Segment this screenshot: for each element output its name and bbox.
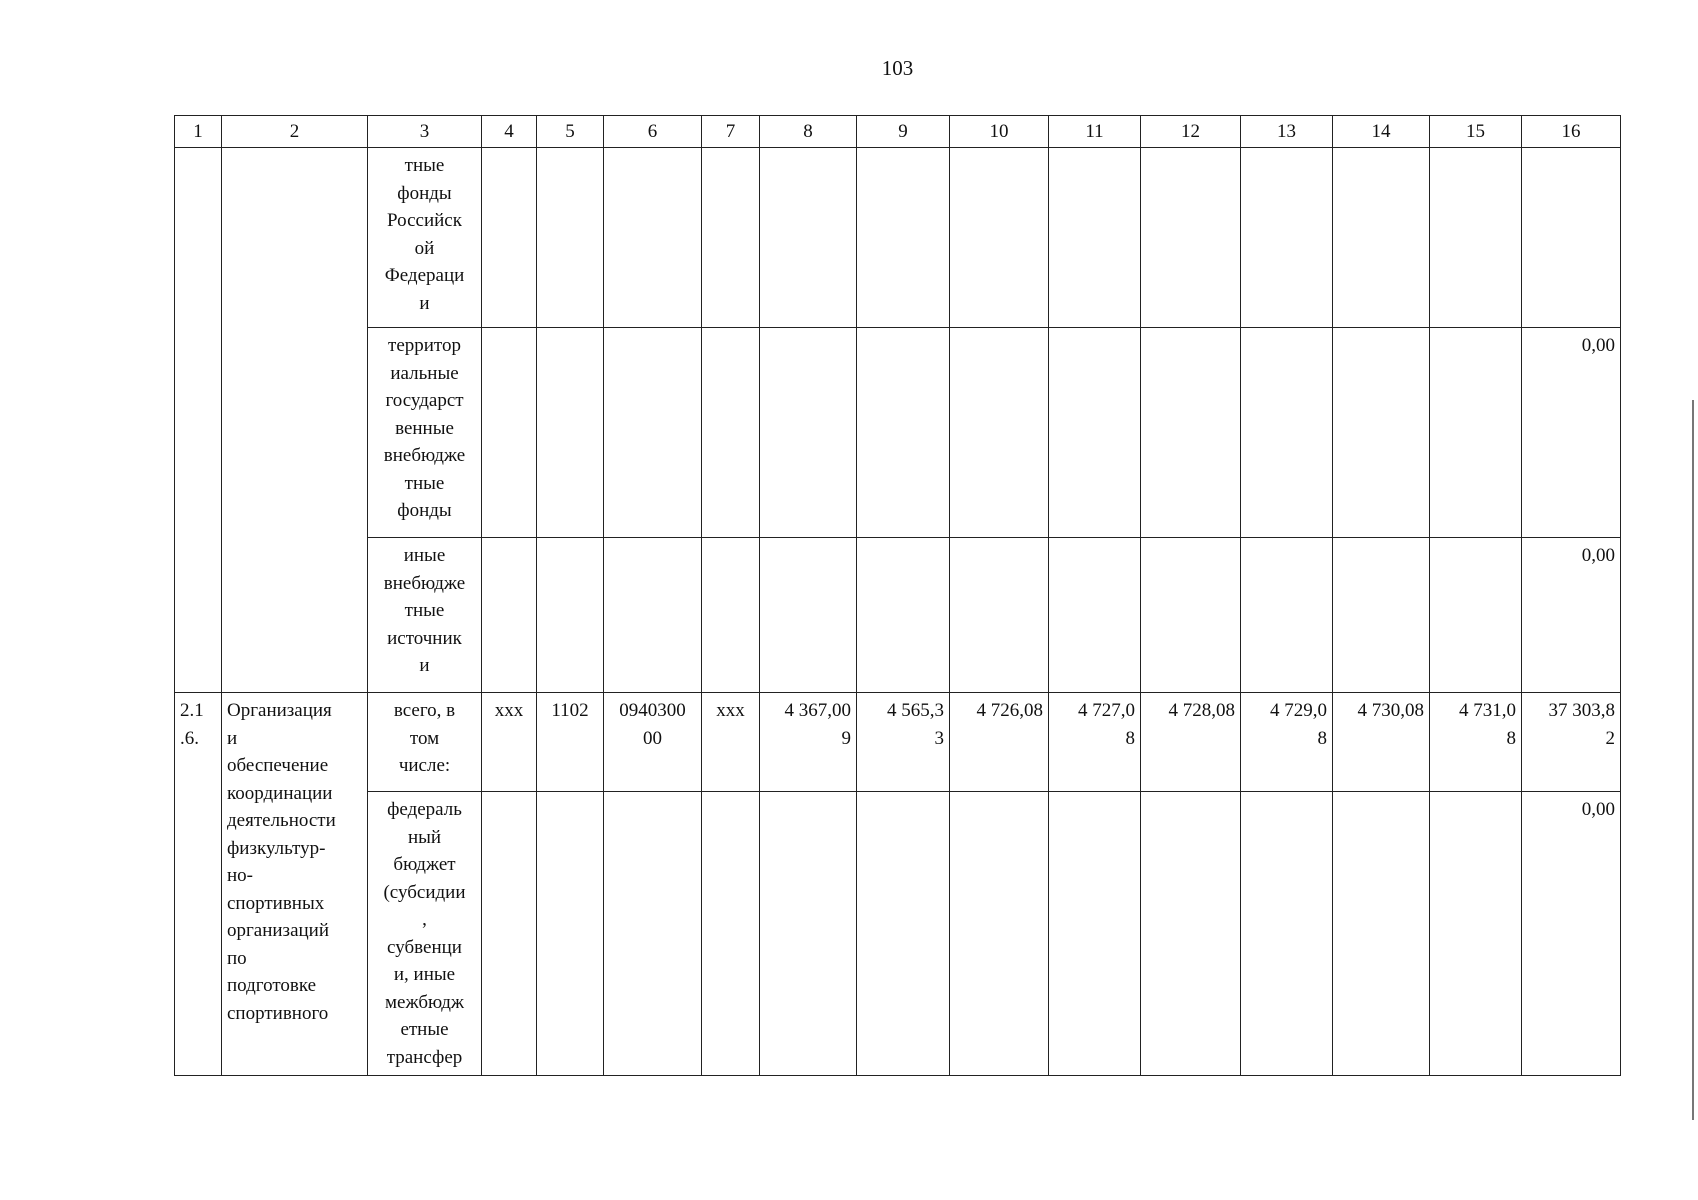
header-cell: 8: [760, 116, 857, 148]
funding-source: тные фонды Российск ой Федераци и: [384, 155, 465, 314]
funding-source-cell: [368, 328, 482, 538]
cell-col9: 4 565,3 3: [857, 693, 950, 792]
item-name: Организация и обеспечение координации деятельности физкультур- но- спортивных организаций по подготовке спортивного: [222, 693, 368, 1076]
table-row: [175, 328, 1621, 538]
cell-col16: 37 303,8 2: [1522, 693, 1621, 792]
funding-source: территор иальные государст венные внебюдже тные фонды: [383, 335, 466, 521]
cell-col13: 4 729,0 8: [1241, 693, 1333, 792]
header-cell: 10: [950, 116, 1049, 148]
header-cell: 5: [537, 116, 604, 148]
funding-source: федераль ный бюджет (субсидии , субвенци и, иные межбюдж етные трансфер: [368, 792, 482, 1076]
page-number: 103: [881, 56, 914, 80]
header-cell: 12: [1141, 116, 1241, 148]
item-name-cell: [222, 148, 368, 693]
header-cell: 11: [1049, 116, 1141, 148]
cell-col7: ххх: [702, 693, 760, 792]
table-row: [175, 148, 1621, 328]
cell-col12: 4 728,08: [1141, 693, 1241, 792]
cell-col4: ххх: [482, 693, 537, 792]
total-cell: 0,00: [1522, 538, 1621, 693]
table-row: [175, 792, 1621, 1076]
header-cell: 2: [222, 116, 368, 148]
header-cell: 9: [857, 116, 950, 148]
item-number-cell: [175, 148, 222, 693]
header-cell: 15: [1430, 116, 1522, 148]
header-cell: 1: [175, 116, 222, 148]
total-cell: [1522, 148, 1621, 328]
table-row: [175, 693, 1621, 792]
funding-source-cell: [368, 148, 482, 328]
cell-col10: 4 726,08: [950, 693, 1049, 792]
item-number: 2.1 .6.: [175, 693, 222, 1076]
total-cell: 0,00: [1522, 792, 1621, 1076]
cell-col5: 1102: [537, 693, 604, 792]
header-row: [175, 116, 1621, 148]
budget-table: [174, 115, 1621, 1076]
header-cell: 3: [368, 116, 482, 148]
total-cell: 0,00: [1522, 328, 1621, 538]
header-cell: 4: [482, 116, 537, 148]
funding-source: всего, в том числе:: [368, 693, 482, 792]
cell-col11: 4 727,0 8: [1049, 693, 1141, 792]
header-cell: 13: [1241, 116, 1333, 148]
funding-source-cell: [368, 538, 482, 693]
table-row: [175, 538, 1621, 693]
header-cell: 16: [1522, 116, 1621, 148]
header-cell: 6: [604, 116, 702, 148]
cell-col15: 4 731,0 8: [1430, 693, 1522, 792]
cell-col14: 4 730,08: [1333, 693, 1430, 792]
scan-edge-line: [1692, 400, 1694, 1120]
header-cell: 7: [702, 116, 760, 148]
cell-col6: 0940300 00: [604, 693, 702, 792]
cell-col8: 4 367,00 9: [760, 693, 857, 792]
funding-source: иные внебюдже тные источник и: [383, 545, 466, 676]
header-cell: 14: [1333, 116, 1430, 148]
